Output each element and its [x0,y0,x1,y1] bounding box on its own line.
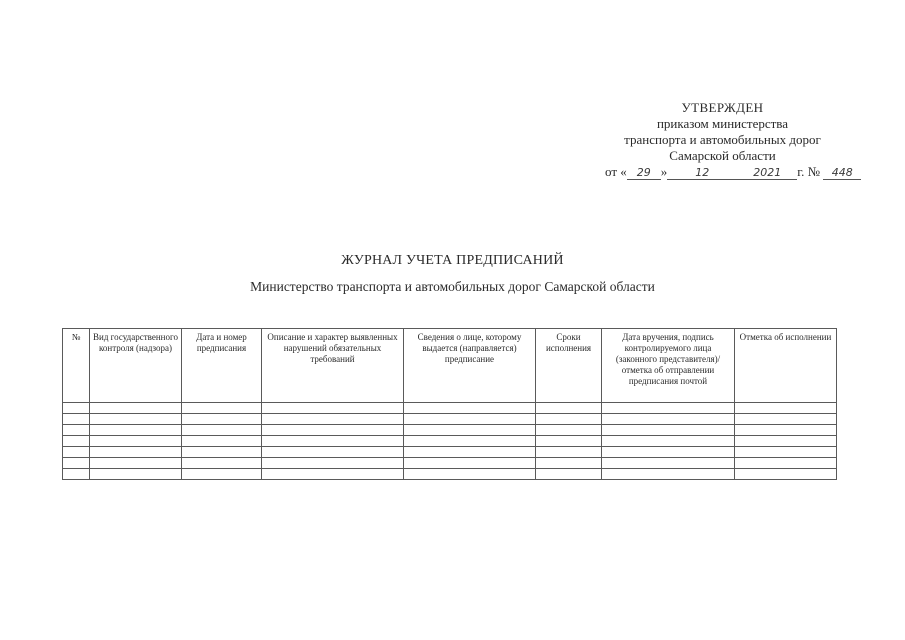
table-cell [735,469,837,480]
column-header-number: № [63,329,90,403]
approval-title: УТВЕРЖДЕН [681,100,764,115]
table-cell [63,414,90,425]
table-cell [262,458,404,469]
table-cell [182,447,262,458]
table-cell [735,414,837,425]
table-cell [602,425,735,436]
approval-line-1: приказом министерства [656,116,789,131]
table-cell [735,436,837,447]
table-cell [90,469,182,480]
table-cell [536,447,602,458]
prescriptions-journal-table [62,328,837,480]
table-cell [536,458,602,469]
approval-line-2: транспорта и автомобильных дорог [624,132,821,147]
column-header-delivery: Дата вручения, подпись контролируемого лица (законного представителя)/отметка об отправлении предписания почтой [602,329,735,403]
table-cell [262,403,404,414]
table-row [63,436,837,447]
table-cell [536,425,602,436]
table-cell [90,414,182,425]
organization-name: Министерство транспорта и автомобильных дорог Самарской области [250,279,655,294]
table-cell [90,447,182,458]
table-cell [602,436,735,447]
year-suffix: г. № [797,164,821,179]
table-cell [63,403,90,414]
table-row [63,447,837,458]
table-cell [735,447,837,458]
table-cell [182,414,262,425]
table-row [63,458,837,469]
table-cell [262,436,404,447]
handwritten-day: 29 [627,166,661,180]
table-cell [404,458,536,469]
table-cell [63,436,90,447]
table-cell [536,414,602,425]
table-cell [735,425,837,436]
date-quote-close: » [660,164,668,179]
table-row [63,403,837,414]
handwritten-year: 2021 [737,166,797,180]
column-header-recipient: Сведения о лице, которому выдается (направляется) предписание [404,329,536,403]
column-header-execution-mark: Отметка об исполнении [735,329,837,403]
journal-title: ЖУРНАЛ УЧЕТА ПРЕДПИСАНИЙ [341,253,564,268]
handwritten-month: 12 [667,166,737,180]
handwritten-order-number: 448 [823,166,861,180]
table-cell [602,447,735,458]
table-cell [602,458,735,469]
column-header-deadline: Сроки исполнения [536,329,602,403]
table-cell [404,447,536,458]
table-cell [90,436,182,447]
table-row [63,469,837,480]
table-cell [404,425,536,436]
table-cell [602,403,735,414]
approval-stamp-block [590,100,855,180]
table-cell [90,425,182,436]
table-cell [63,425,90,436]
table-cell [404,469,536,480]
table-cell [735,458,837,469]
table-cell [735,403,837,414]
table-cell [602,414,735,425]
table-cell [182,436,262,447]
table-cell [262,414,404,425]
table-cell [404,414,536,425]
column-header-date-number: Дата и номер предписания [182,329,262,403]
table-cell [262,469,404,480]
table-cell [182,469,262,480]
table-cell [404,436,536,447]
table-cell [262,447,404,458]
approval-line-3: Самарской области [669,148,776,163]
date-prefix: от « [605,164,627,179]
table-cell [182,458,262,469]
table-row [63,425,837,436]
table-cell [262,425,404,436]
approval-date-line [605,164,855,180]
table-cell [536,403,602,414]
table-row [63,414,837,425]
table-header-row [63,329,837,403]
column-header-violations: Описание и характер выявленных нарушений обязательных требований [262,329,404,403]
table-cell [182,403,262,414]
table-cell [404,403,536,414]
table-cell [63,469,90,480]
column-header-control-type: Вид государственного контроля (надзора) [90,329,182,403]
table-cell [90,403,182,414]
table-cell [602,469,735,480]
table-cell [63,458,90,469]
table-cell [63,447,90,458]
table-cell [536,436,602,447]
table-cell [90,458,182,469]
table-cell [536,469,602,480]
table-cell [182,425,262,436]
